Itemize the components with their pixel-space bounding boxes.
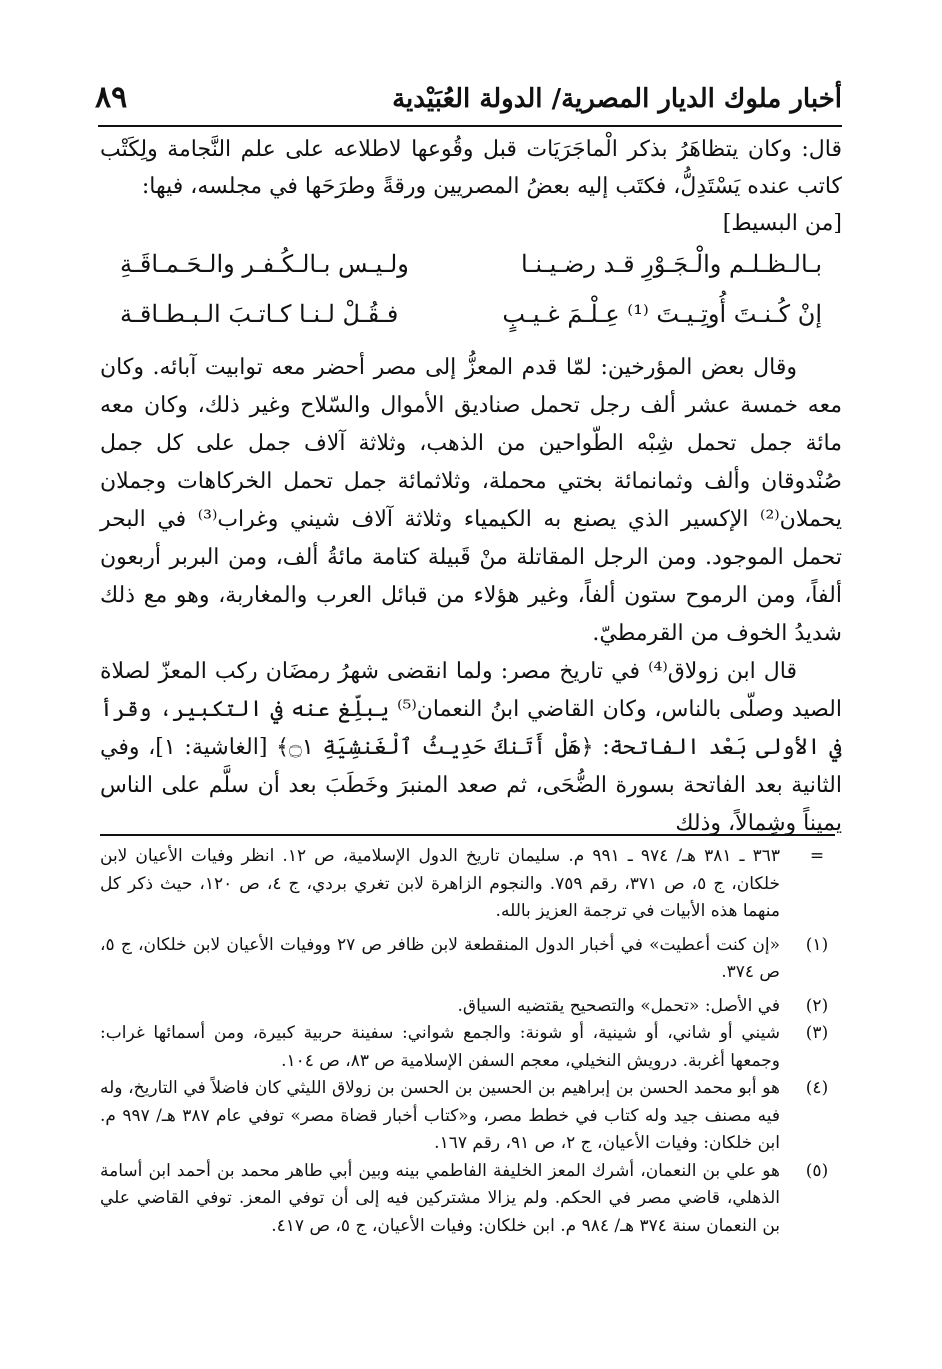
footnote-number: (٣) — [805, 1023, 829, 1043]
verse-1-first-hemistich: بـالـظـلـم والْـجَـوْرِ قـد رضـيـنـا — [521, 250, 822, 278]
footnote-number: (٢) — [805, 995, 829, 1016]
footnote-4 — [100, 1075, 842, 1158]
page-number: ٨٩ — [95, 80, 128, 115]
footnote-rule — [100, 834, 835, 836]
footnote-text: ٣٦٣ ـ ٣٨١ هـ/ ٩٧٤ ـ ٩٩١ م. سليمان تاريخ الدول الإسلامية، ص ١٢. انظر وفيات الأعيان لابن خلكان، ج ٥، ص ٣٧١، رقم ٧٥٩. والنجوم الزاهرة لابن تغري بردي، ج ٤، ص ١٢٠، حيث ذكر كل منهما هذه الأبيات في ترجمة العزيز بالله. — [100, 846, 780, 921]
footnotes — [100, 843, 842, 1240]
paragraph-1: قال: وكان يتظاهَرُ بذكر الْماجَرَيَات قبل وقُوعها لاطلاعه على علم النَّجامة ولِكَتْب كاتب عنده يَسْتَدِلُّ، فكتَب إليه بعضُ المصريين ورقةً وطرَحَها في مجلسه، فيها: — [100, 137, 842, 199]
footnote-text: شيني أو شاني، أو شينية، أو شونة: والجمع شواني: سفينة حربية كبيرة، ومن أسمائها غراب: وجمعها أغربة. درويش النخيلي، معجم السفن الإسلامية ص ٨٣، ص ١٠٤. — [100, 1023, 780, 1071]
verse-1 — [120, 250, 822, 300]
footnote-text: «إن كنت أعطيت» في أخبار الدول المنقطعة لابن ظافر ص ٢٧ ووفيات الأعيان لابن خلكان، ج ٥، ص ٣٧٤. — [100, 934, 781, 982]
footnote-number: (٤) — [805, 1078, 829, 1098]
footnote-2 — [100, 993, 842, 1021]
footnote-number: (١) — [805, 934, 829, 955]
main-text-top — [100, 131, 842, 242]
running-head-title: أخبار ملوك الديار المصرية/ الدولة العُبَيْدية — [392, 84, 842, 114]
footnote-1 — [100, 932, 842, 987]
verse-2-first-hemistich: إنْ كُـنـتَ أُوتِـيـتَ ⁽¹⁾ عِـلْـمَ غـيـبٍ — [502, 300, 822, 328]
header-rule — [98, 125, 842, 127]
footnote-3 — [100, 1020, 842, 1075]
footnote-5 — [100, 1158, 842, 1241]
footnote-text: هو أبو محمد الحسن بن إبراهيم بن الحسين بن الحسن بن زولاق الليثي كان فاضلاً في التاريخ، وله فيه مصنف جيد وله كتاب في خطط مصر، و«كتاب أخبار قضاة مصر» توفي عام ٣٨٧ هـ/ ٩٩٧ م. ابن خلكان: وفيات الأعيان، ج ٢، ص ٩١، رقم ١٦٧. — [100, 1078, 781, 1153]
footnote-marker: = — [809, 846, 825, 866]
footnote-text: هو علي بن النعمان، أشرك المعز الخليفة الفاطمي بينه وبين أبي طاهر محمد بن أحمد ابن أسامة الذهلي، قاضي مصر في الحكم. ولم يزالا مشتركين فيه إلى أن توفي المعز. توفي القاضي علي بن النعمان سنة ٣٧٤ هـ/ ٩٨٤ م. ابن خلكان: وفيات الأعيان، ج ٥، ص ٤١٧. — [100, 1160, 780, 1236]
poem — [120, 250, 822, 350]
running-head — [95, 80, 842, 124]
meter-label: [من البسيط] — [722, 211, 842, 236]
verse-2-second-hemistich: فـقُـلْ لـنـا كـاتـبَ الـبـطـاقـة — [120, 300, 399, 328]
paragraph-3: قال ابن زولاق⁽⁴⁾ في تاريخ مصر: ولما انقضى شهرُ رمضَان ركب المعزّ لصلاة الصيد وصلّى بالناس، وكان القاضي ابنُ النعمان⁽⁵⁾ يبلِّغ عنه في التكبير، وقرأ في الأولى بَعْد الفاتحة: ﴿هَلْ أَتَنكَ حَدِيثُ ٱلْغَنشِيَةِ ۝١﴾ [الغاشية: ١]، وفي الثانية بعد الفاتحة بسورة الضُّحَى، ثم صعد المنبرَ وخَطَبَ بعد أن سلَّم على الناس يميناً وشِمالاً، وذلك — [100, 659, 843, 836]
verse-2 — [120, 300, 822, 350]
footnote-number: (٥) — [805, 1160, 829, 1181]
paragraph-2: وقال بعض المؤرخين: لمّا قدم المعزُّ إلى مصر أحضر معه توابيت آبائه. وكان معه خمسة عشر ألف رجل تحمل صناديق الأموال والسّلاح وغير ذلك، وكان معه مائة جمل تحمل شِبْه الطّواحين من الذهب، وثلاثة آلاف جمل على كل جمل صُنْدوقان وألف وثمانمائة بختي محملة، وثلاثمائة جمل تحمل الخركاهات وجملان يحملان⁽²⁾ الإكسير الذي يصنع به الكيمياء وثلاثة آلاف شيني وغراب⁽³⁾ في البحر تحمل الموجود. ومن الرجل المقاتلة منْ قَبيلة كتامة مائةُ ألف، ومن البربر أربعون ألفاً، ومن الرموح ستون ألفاً، وغير هؤلاء من قبائل العرب والمغاربة، وهو مع ذلك شديدُ الخوف من القرمطيّ. — [100, 355, 842, 646]
main-text-bottom — [100, 349, 842, 843]
verse-1-second-hemistich: ولـيـس بـالـكُـفـر والـحَـمـاقَـةِ — [120, 250, 409, 278]
footnote-text: في الأصل: «تحمل» والتصحيح يقتضيه السياق. — [457, 995, 780, 1016]
footnote-continuation — [100, 843, 842, 926]
